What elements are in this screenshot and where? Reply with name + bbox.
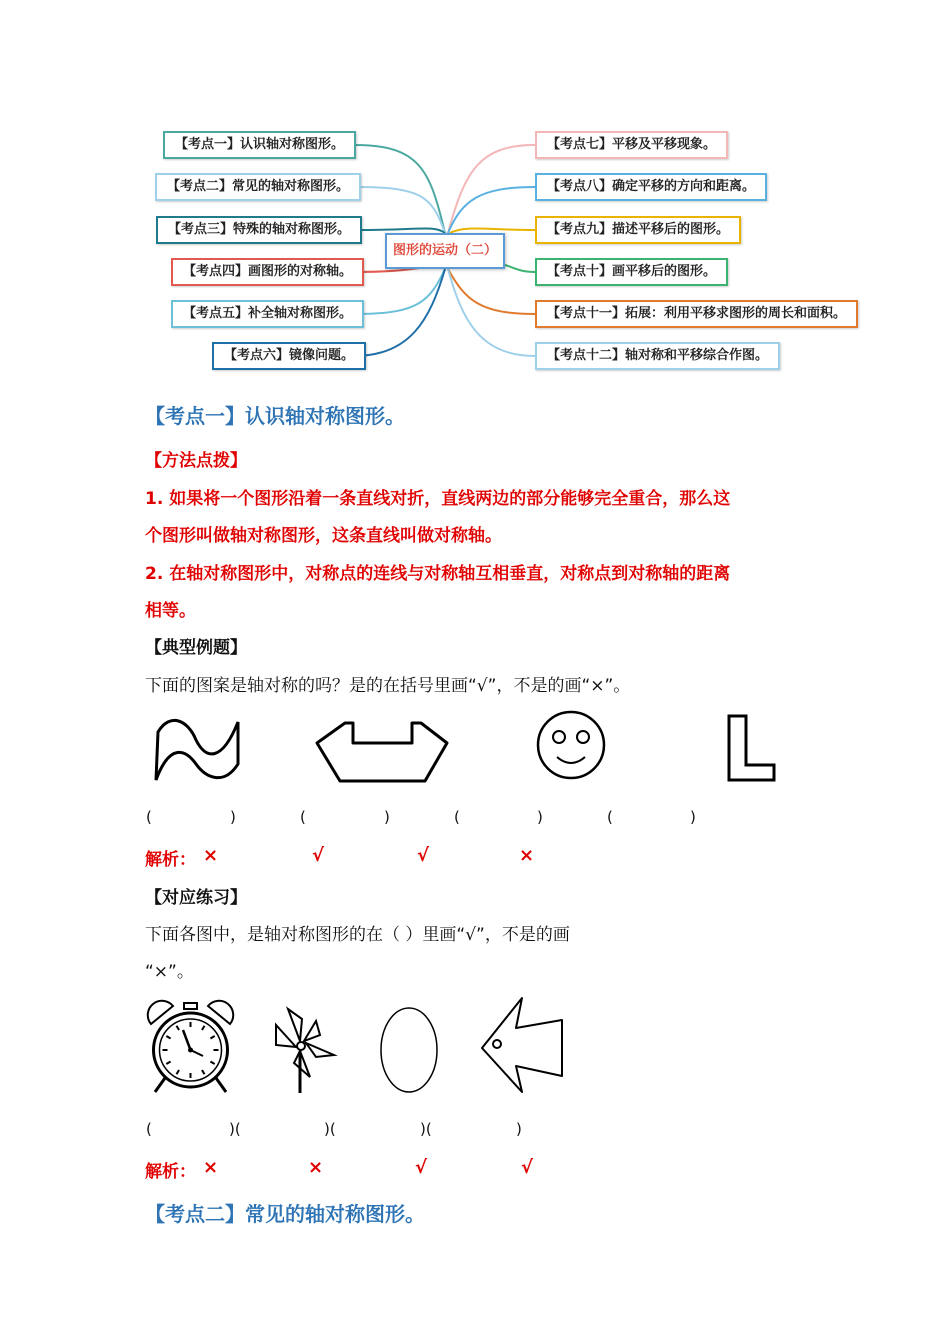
pinwheel-figure (272, 1003, 337, 1095)
example-answer-2: √ (312, 845, 325, 866)
practice-question-line-1: 下面各图中，是轴对称图形的在（ ）里画“√”，不是的画 (145, 925, 570, 945)
ellipse-figure (377, 1005, 441, 1095)
practice-question-line-2: “×”。 (145, 962, 194, 982)
mind-map-node-10: 【考点十】画平移后的图形。 (535, 258, 728, 286)
practice-paren-close: ) (516, 1120, 522, 1138)
mind-map-node-4: 【考点四】画图形的对称轴。 (171, 258, 364, 286)
example-question: 下面的图案是轴对称的吗？是的在括号里画“√”，不是的画“×”。 (145, 676, 631, 696)
method-line-1: 1. 如果将一个图形沿着一条直线对折，直线两边的部分能够完全重合，那么这 (145, 489, 731, 509)
method-title: 【方法点拨】 (145, 451, 247, 471)
practice-answer-label: 解析： (145, 1162, 196, 1182)
example-answer-3: √ (417, 845, 430, 866)
example-paren-1-open: ( (146, 808, 152, 826)
mind-map-node-5: 【考点五】补全轴对称图形。 (171, 300, 364, 328)
practice-answer-1: × (203, 1157, 219, 1178)
mind-map-node-3: 【考点三】特殊的轴对称图形。 (156, 216, 362, 244)
practice-paren-join-3: )( (420, 1120, 432, 1138)
practice-answer-2: × (308, 1157, 324, 1178)
practice-answer-3: √ (415, 1157, 428, 1178)
section2-title: 【考点二】常见的轴对称图形。 (145, 1202, 425, 1226)
practice-paren-open: ( (146, 1120, 152, 1138)
mind-map-node-8: 【考点八】确定平移的方向和距离。 (535, 173, 767, 201)
practice-title: 【对应练习】 (145, 888, 247, 908)
method-line-2: 个图形叫做轴对称图形，这条直线叫做对称轴。 (145, 526, 502, 546)
practice-answer-4: √ (521, 1157, 534, 1178)
mind-map-node-7: 【考点七】平移及平移现象。 (535, 131, 728, 159)
mind-map-node-1: 【考点一】认识轴对称图形。 (163, 131, 356, 159)
section1-title: 【考点一】认识轴对称图形。 (145, 404, 405, 428)
example-title: 【典型例题】 (145, 638, 247, 658)
example-paren-2-close: ) (384, 808, 390, 826)
example-paren-2-open: ( (300, 808, 306, 826)
example-answer-label: 解析： (145, 850, 196, 870)
example-paren-1-close: ) (230, 808, 236, 826)
wave-shape-figure (150, 712, 245, 784)
method-line-3: 2. 在轴对称图形中，对称点的连线与对称轴互相垂直，对称点到对称轴的距离 (145, 564, 731, 584)
method-line-4: 相等。 (145, 601, 196, 621)
mind-map-node-12: 【考点十二】轴对称和平移综合作图。 (535, 342, 780, 370)
arrow-shape-figure (478, 994, 566, 1096)
connector-left-2 (355, 187, 445, 233)
mind-map-connectors (0, 0, 950, 390)
example-answer-1: × (203, 845, 219, 866)
connector-right-12 (448, 269, 535, 356)
connector-right-10 (505, 265, 535, 272)
letter-l-figure (726, 713, 778, 783)
mind-map (0, 0, 950, 390)
mind-map-node-6: 【考点六】镜像问题。 (212, 342, 366, 370)
example-answer-4: × (519, 845, 535, 866)
connector-right-7 (448, 145, 535, 233)
example-paren-4-close: ) (690, 808, 696, 826)
example-paren-4-open: ( (607, 808, 613, 826)
practice-paren-join-1: )( (229, 1120, 241, 1138)
connector-left-5 (357, 269, 445, 314)
smiley-face-figure (535, 709, 607, 781)
alarm-clock-figure (143, 1000, 238, 1095)
mind-map-center: 图形的运动（二） (385, 233, 505, 269)
mind-map-node-9: 【考点九】描述平移后的图形。 (535, 216, 741, 244)
example-paren-3-close: ) (537, 808, 543, 826)
mind-map-node-2: 【考点二】常见的轴对称图形。 (155, 173, 361, 201)
connector-left-6 (354, 269, 445, 356)
example-paren-3-open: ( (454, 808, 460, 826)
mind-map-node-11: 【考点十一】拓展：利用平移求图形的周长和面积。 (535, 300, 858, 328)
practice-paren-join-2: )( (324, 1120, 336, 1138)
hexagon-notch-figure (315, 713, 450, 783)
